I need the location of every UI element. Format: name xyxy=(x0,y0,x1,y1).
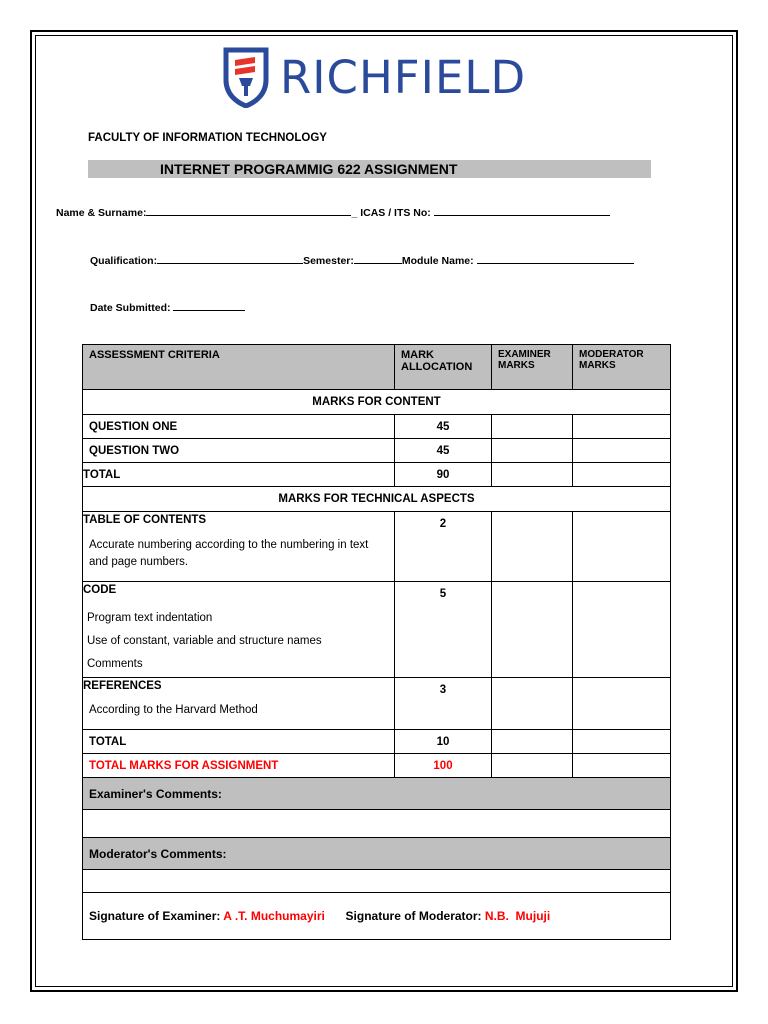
examiner-mark-cell[interactable] xyxy=(492,754,573,778)
code-detail-indentation: Program text indentation xyxy=(87,612,213,624)
code-detail-comments: Comments xyxy=(87,658,143,670)
references-detail: According to the Harvard Method xyxy=(89,704,258,716)
table-row xyxy=(83,678,671,730)
examiner-mark-cell[interactable] xyxy=(492,730,573,754)
name-surname-blank[interactable] xyxy=(146,204,351,216)
semester-label: Semester: xyxy=(303,255,354,267)
moderator-mark-cell[interactable] xyxy=(573,754,671,778)
examiner-mark-cell[interactable] xyxy=(492,512,573,582)
toc-marks: 2 xyxy=(395,512,492,582)
moderator-comments-header-row xyxy=(83,838,671,870)
assignment-title: INTERNET PROGRAMMIG 622 ASSIGNMENT xyxy=(160,161,458,177)
code-label: CODE xyxy=(83,584,117,596)
table-row xyxy=(83,754,671,778)
table-row xyxy=(83,582,671,678)
moderator-comments-row[interactable] xyxy=(83,870,671,893)
moderator-mark-cell[interactable] xyxy=(573,439,671,463)
code-detail-naming: Use of constant, variable and structure names xyxy=(87,635,322,647)
moderator-mark-cell[interactable] xyxy=(573,415,671,439)
technical-total-label: TOTAL xyxy=(83,730,395,754)
references-marks: 3 xyxy=(395,678,492,730)
logo-wordmark: RICHFIELD xyxy=(280,50,527,104)
content-total-marks: 90 xyxy=(395,463,492,487)
signature-cell xyxy=(83,893,671,940)
content-section-label: MARKS FOR CONTENT xyxy=(83,390,671,415)
assessment-table xyxy=(82,344,671,940)
examiner-mark-cell[interactable] xyxy=(492,463,573,487)
semester-blank[interactable] xyxy=(354,252,402,264)
examiner-mark-cell[interactable] xyxy=(492,415,573,439)
examiner-comments-field[interactable] xyxy=(83,810,671,838)
date-submitted-row[interactable] xyxy=(90,299,245,314)
moderator-comments-label: Moderator's Comments: xyxy=(83,838,671,870)
date-submitted-label: Date Submitted: xyxy=(90,302,171,314)
moderator-mark-cell[interactable] xyxy=(573,463,671,487)
header-moderator: MODERATOR MARKS xyxy=(573,345,671,390)
table-row xyxy=(83,415,671,439)
references-label: REFERENCES xyxy=(83,680,162,692)
question-one-label: QUESTION ONE xyxy=(83,415,395,439)
examiner-mark-cell[interactable] xyxy=(492,439,573,463)
examiner-signature-label: Signature of Examiner: xyxy=(89,909,221,923)
faculty-heading: FACULTY OF INFORMATION TECHNOLOGY xyxy=(88,132,327,144)
technical-total-marks: 10 xyxy=(395,730,492,754)
toc-detail: Accurate numbering according to the numbering in text and page numbers. xyxy=(89,539,369,568)
examiner-mark-cell[interactable] xyxy=(492,678,573,730)
module-name-label: Module Name: xyxy=(401,255,474,267)
header-examiner: EXAMINER MARKS xyxy=(492,345,573,390)
name-surname-field[interactable]: Name & Surname: _ ICAS / ITS No: xyxy=(56,204,610,219)
moderator-mark-cell[interactable] xyxy=(573,730,671,754)
question-two-marks: 45 xyxy=(395,439,492,463)
examiner-mark-cell[interactable] xyxy=(492,582,573,678)
toc-criteria xyxy=(83,512,395,582)
grand-total-marks: 100 xyxy=(395,754,492,778)
table-row xyxy=(83,512,671,582)
table-row xyxy=(83,463,671,487)
moderator-mark-cell[interactable] xyxy=(573,512,671,582)
module-name-blank[interactable] xyxy=(477,252,634,264)
moderator-mark-cell[interactable] xyxy=(573,582,671,678)
qualification-row[interactable] xyxy=(90,252,634,267)
content-section-row xyxy=(83,390,671,415)
question-two-label: QUESTION TWO xyxy=(83,439,395,463)
examiner-comments-label: Examiner's Comments: xyxy=(83,778,671,810)
name-surname-label: Name & Surname: xyxy=(56,207,147,219)
moderator-mark-cell[interactable] xyxy=(573,678,671,730)
content-total-label: TOTAL xyxy=(83,463,395,487)
question-one-marks: 45 xyxy=(395,415,492,439)
technical-section-label: MARKS FOR TECHNICAL ASPECTS xyxy=(83,487,671,512)
toc-label: TABLE OF CONTENTS xyxy=(83,514,207,526)
date-submitted-blank[interactable] xyxy=(173,299,245,311)
moderator-signature-name: N.B. Mujuji xyxy=(484,909,551,923)
richfield-logo xyxy=(222,44,526,110)
table-row xyxy=(83,439,671,463)
moderator-signature-label: Signature of Moderator: xyxy=(345,909,482,923)
references-criteria xyxy=(83,678,395,730)
grand-total-label: TOTAL MARKS FOR ASSIGNMENT xyxy=(83,754,395,778)
header-criteria: ASSESSMENT CRITERIA xyxy=(83,345,395,390)
code-marks: 5 xyxy=(395,582,492,678)
qualification-label: Qualification: xyxy=(90,255,158,267)
qualification-blank[interactable] xyxy=(157,252,303,264)
table-row xyxy=(83,730,671,754)
header-allocation: MARK ALLOCATION xyxy=(395,345,492,390)
signature-row xyxy=(83,893,671,940)
icas-label: ICAS / ITS No: xyxy=(360,207,431,219)
examiner-comments-header-row xyxy=(83,778,671,810)
code-criteria xyxy=(83,582,395,678)
icas-blank[interactable] xyxy=(434,204,610,216)
moderator-comments-field[interactable] xyxy=(83,870,671,893)
examiner-signature-name: A .T. Muchumayiri xyxy=(223,909,325,923)
table-header-row xyxy=(83,345,671,390)
examiner-comments-row[interactable] xyxy=(83,810,671,838)
technical-section-row xyxy=(83,487,671,512)
shield-icon xyxy=(222,46,270,108)
